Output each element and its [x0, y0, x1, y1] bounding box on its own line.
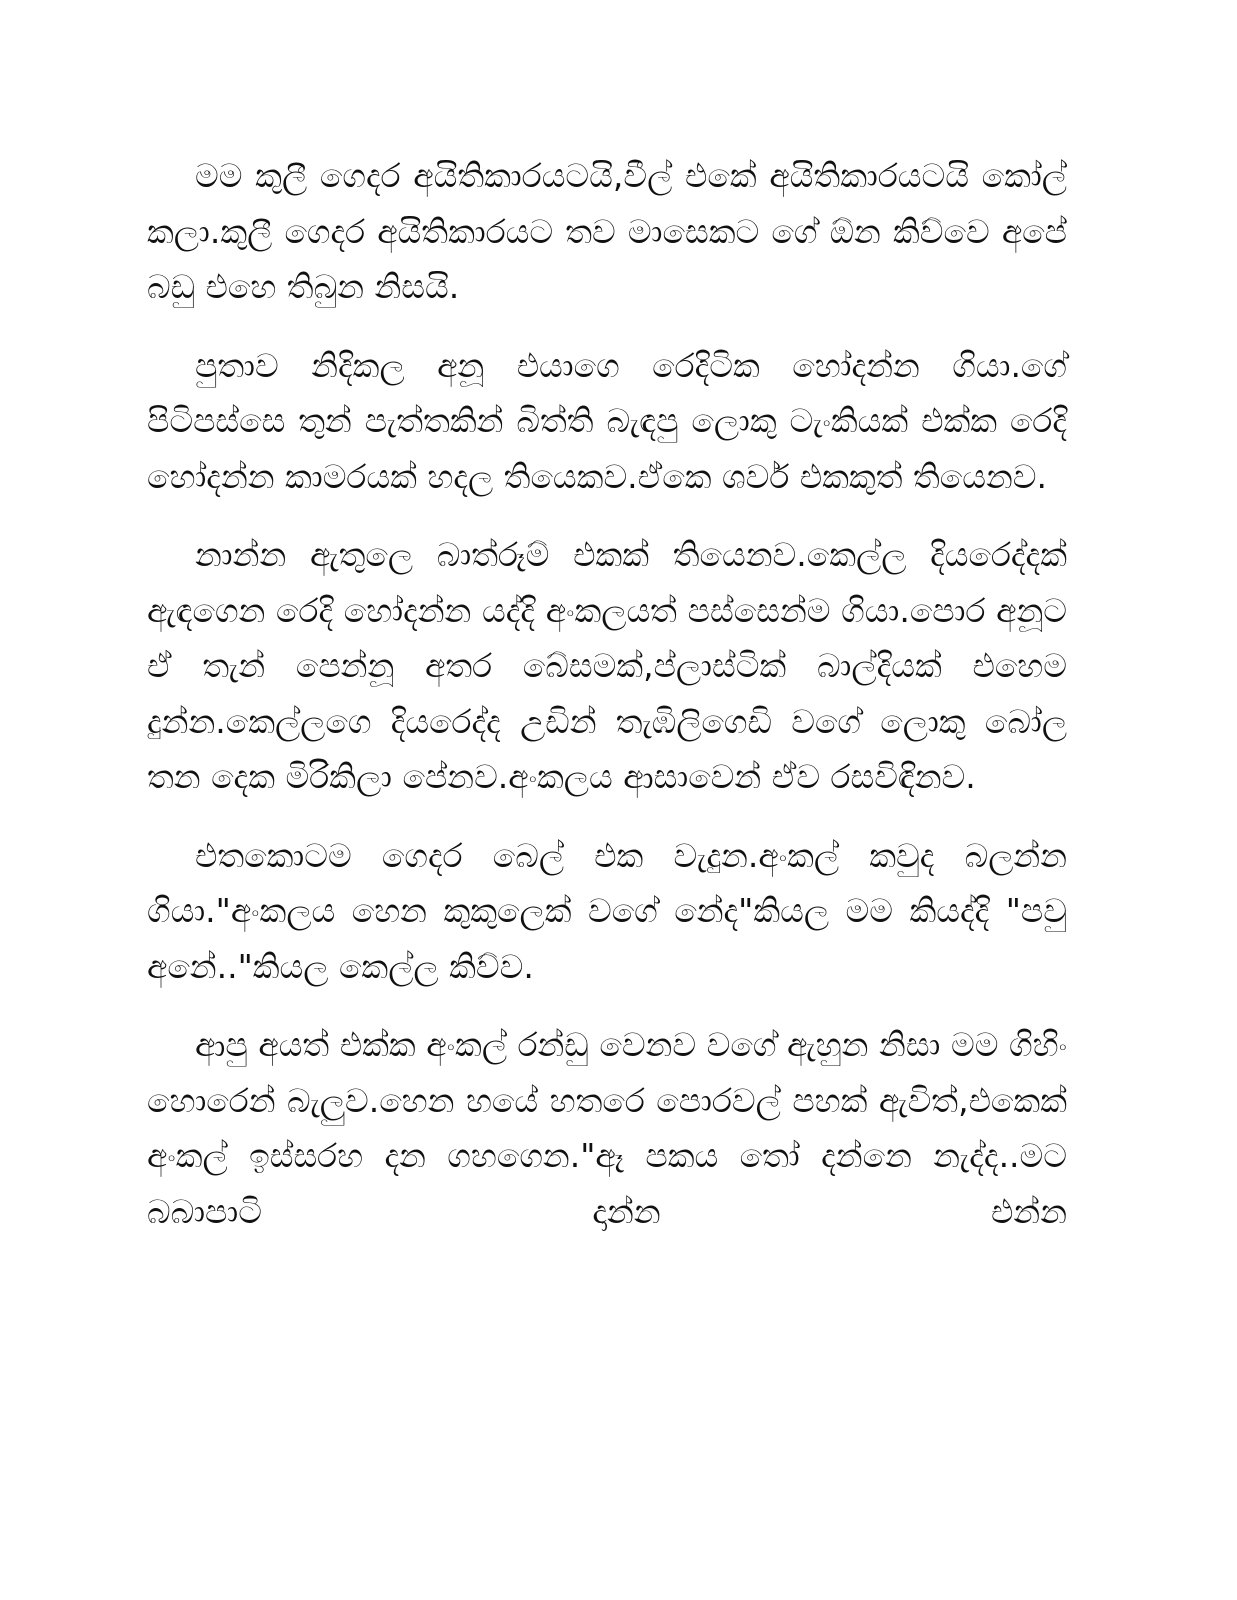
paragraph-5: ආපු අයත් එක්ක අංකල් රන්ඩු වෙනව වගේ ඇහුන නිසා මම ගිහිං හොරෙන් බැලුව.හෙන හයේ හතරෙ පොරවල් පහක් ඇවිත්,එකෙක් අංකල් ඉස්සරහ දන ගහගෙන."ඈ පකය තෝ දන්නෙ නැද්ද..මට බබාපාටි දාන්න එන්න: [147, 1025, 1067, 1231]
story-text: [147, 148, 1067, 1239]
paragraph-1: මම කුලී ගෙදර අයිතිකාරයටයි,වීල් එකේ අයිතිකාරයටයි කෝල් කලා.කුලී ගෙදර අයිතිකාරයට තව මාසෙකට ගේ ඕන කිව්වෙ අපේ බඩු එහෙ තිබුන නිසයි.: [147, 156, 1067, 306]
paragraph-4: එතකොටම ගෙදර බෙල් එක වැදුන.අංකල් කවුද බලන්න ගියා."අංකලය හෙන කුකුලෙක් වගේ නේද"කියල මම කියද්දි "පවු අනේ.."කියල කෙල්ල කිව්ව.: [147, 835, 1067, 986]
paragraph-2: පුතාව නිදිකල අනූ එයාගෙ රෙදිටික හෝදන්න ගියා.ගේ පිටිපස්සෙ තුන් පැත්තකින් බිත්ති බැඳපු ලොකු ටැංකියක් එක්ක රෙදි හෝදන්න කාමරයක් හදල තියෙකව.ඒකෙ ශවර් එකකුත් තියෙනව.: [147, 345, 1067, 496]
paragraph-3: නාන්න ඇතුලෙ බාත්රූම් එකක් තියෙනව.කෙල්ල දියරෙද්දක් ඇඳගෙන රෙදි හෝදන්න යද්දි අංකලයත් පස්සෙන්ම ගියා.පොර අනූට ඒ තැන් පෙන්නූ අතර බේසමක්,ප්ලාස්ටික් බාල්දියක් එහෙම දුන්න.කෙල්ලගෙ දියරෙද්ද උඩින් තැඹිලිගෙඩි වගේ ලොකු බෝල තන දෙක මිරිකිලා පේනව.අංකලය ආසාවෙන් ඒව රසවිඳිනව.: [147, 535, 1067, 796]
